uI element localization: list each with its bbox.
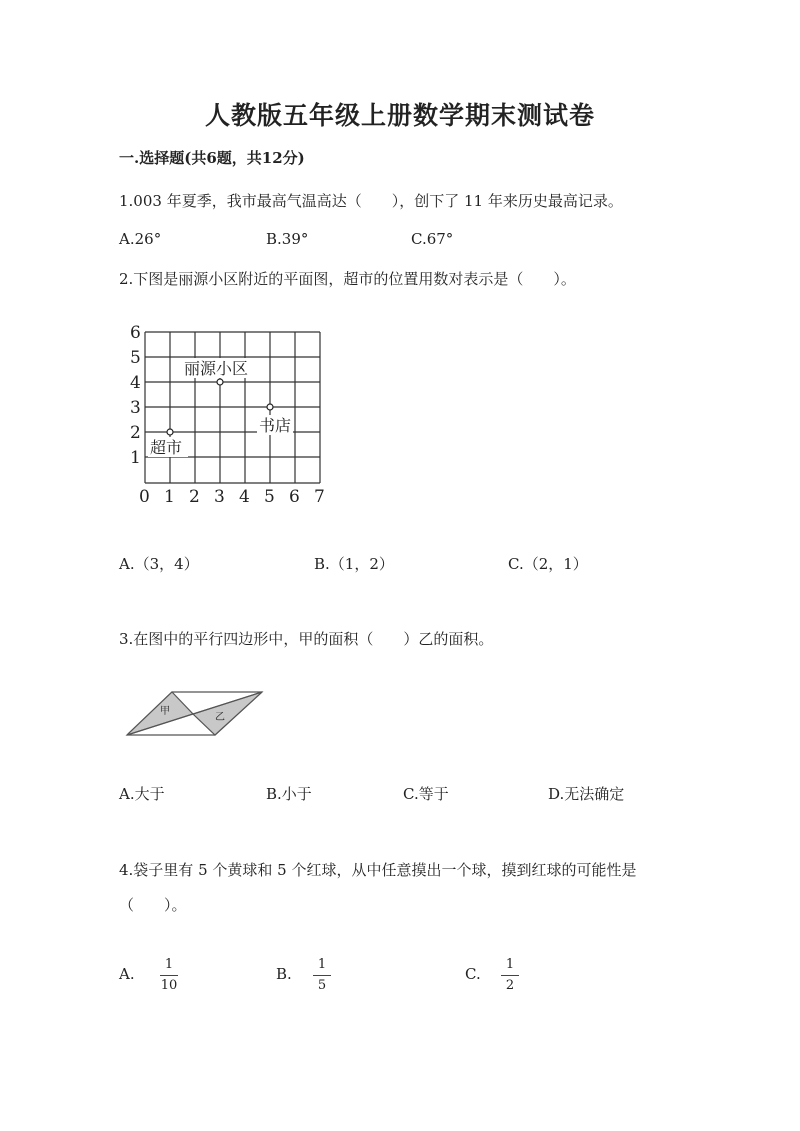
question-2-stem: 2.下图是丽源小区附近的平面图，超市的位置用数对表示是（ ）。 — [119, 270, 576, 288]
y-tick: 1 — [130, 448, 141, 468]
question-3-option-d[interactable]: D.无法确定 — [548, 785, 625, 803]
x-tick: 6 — [289, 487, 300, 507]
question-4-option-b-letter[interactable]: B. — [276, 965, 292, 983]
x-tick: 4 — [239, 487, 250, 507]
question-4-option-a-fraction[interactable] — [156, 957, 182, 994]
y-tick: 3 — [130, 398, 141, 418]
fraction-bar — [313, 975, 331, 976]
question-4-option-b-fraction[interactable] — [309, 957, 335, 994]
question-4-option-a-letter[interactable]: A. — [119, 965, 135, 983]
question-4-stem-line1: 4.袋子里有 5 个黄球和 5 个红球，从中任意摸出一个球，摸到红球的可能性是 — [119, 861, 637, 879]
fraction-numerator: 1 — [317, 957, 327, 972]
question-1-option-a[interactable]: A.26° — [119, 230, 162, 248]
question-3-option-b[interactable]: B.小于 — [266, 785, 312, 803]
label-community: 丽源小区 — [184, 359, 249, 378]
question-1-option-b[interactable]: B.39° — [266, 230, 309, 248]
point-community — [217, 379, 223, 385]
label-yi: 乙 — [215, 712, 225, 723]
fraction-numerator: 1 — [505, 957, 515, 972]
parallelogram-figure — [120, 684, 270, 740]
question-1-option-c[interactable]: C.67° — [411, 230, 454, 248]
question-3-stem: 3.在图中的平行四边形中，甲的面积（ ）乙的面积。 — [119, 630, 494, 648]
question-4-option-c-letter[interactable]: C. — [465, 965, 481, 983]
question-3-option-a[interactable]: A.大于 — [119, 785, 165, 803]
question-4-option-c-fraction[interactable] — [497, 957, 523, 994]
question-2-option-a[interactable]: A.（3，4） — [119, 555, 199, 573]
y-tick: 4 — [130, 373, 141, 393]
fraction-numerator: 1 — [164, 957, 174, 972]
question-2-option-b[interactable]: B.（1，2） — [314, 555, 394, 573]
point-bookstore — [267, 404, 273, 410]
fraction-bar — [160, 975, 178, 976]
fraction-denominator: 5 — [317, 978, 327, 993]
x-tick: 0 — [139, 487, 150, 507]
grid-lines — [145, 332, 320, 483]
question-4-stem-line2: （ ）。 — [119, 896, 187, 914]
map-grid-figure — [120, 320, 340, 510]
fraction-denominator: 2 — [505, 978, 515, 993]
question-2-option-c[interactable]: C.（2，1） — [508, 555, 588, 573]
point-supermarket — [167, 429, 173, 435]
fraction-bar — [501, 975, 519, 976]
x-tick: 1 — [164, 487, 175, 507]
question-3-option-c[interactable]: C.等于 — [403, 785, 449, 803]
y-axis-ticks — [130, 323, 141, 468]
x-axis-ticks — [139, 487, 325, 507]
x-tick: 5 — [264, 487, 275, 507]
y-tick: 2 — [130, 423, 141, 443]
x-tick: 3 — [214, 487, 225, 507]
page-title: 人教版五年级上册数学期末测试卷 — [204, 101, 595, 130]
label-supermarket: 超市 — [150, 438, 183, 457]
label-bookstore: 书店 — [259, 416, 292, 435]
fraction-denominator: 10 — [160, 978, 178, 993]
label-jia: 甲 — [160, 706, 170, 717]
question-1-stem: 1.003 年夏季，我市最高气温高达（ ），创下了 11 年来历史最高记录。 — [119, 192, 623, 210]
y-tick: 6 — [130, 323, 141, 343]
x-tick: 7 — [314, 487, 325, 507]
x-tick: 2 — [189, 487, 200, 507]
y-tick: 5 — [130, 348, 141, 368]
section-heading: 一.选择题(共6题，共12分) — [119, 149, 305, 167]
